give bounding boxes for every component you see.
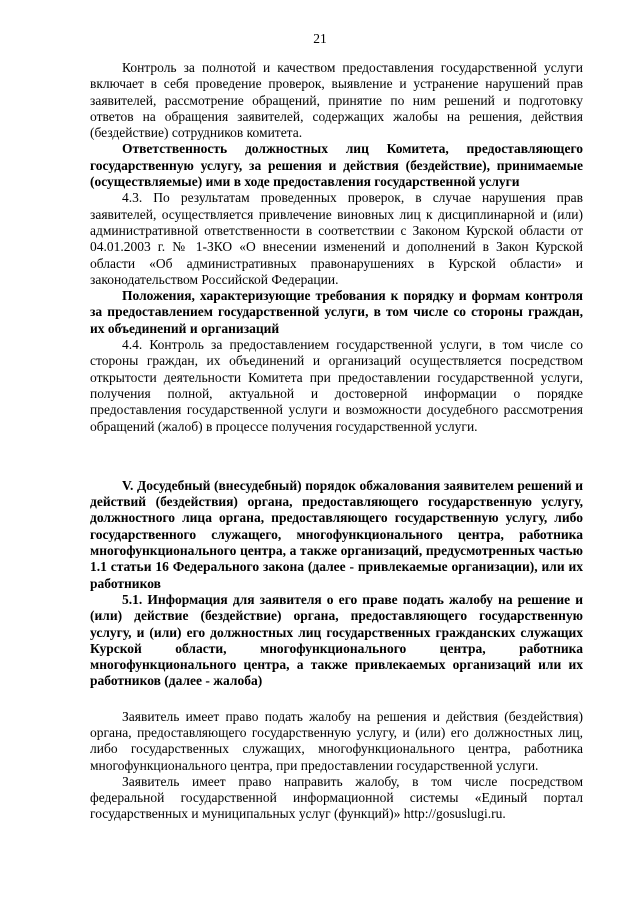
paragraph-control-scope: Контроль за полнотой и качеством предоставления государственной услуги включает в себя проведение проверок, выявление и устранение нарушений прав заявителей, рассмотрение обращений, принятие по ним решений и подготовку ответов на обращения заявителей, содержащих жалобы на решения, действия (бездействие) сотрудников комитета. xyxy=(90,60,583,141)
paragraph-spacer xyxy=(90,690,583,709)
paragraph-4-4: 4.4. Контроль за предоставлением государственной услуги, в том числе со стороны граждан, их объединений и организаций осуществляется посредством открытости деятельности Комитета при предоставлении государственной услуги, получения полной, актуальной и достоверной информации о порядке предоставления государственной услуги и возможности досудебного рассмотрения обращений (жалоб) в процессе получения государственной услуги. xyxy=(90,337,583,434)
section-v-heading: V. Досудебный (внесудебный) порядок обжалования заявителем решений и действий (бездействия) органа, предоставляющего государственную услугу, должностного лица органа, предоставляющего государственную услугу, либо государственного служащего, многофункционального центра, работника многофункционального центра, а также организаций, предусмотренных частью 1.1 статьи 16 Федерального закона (далее - привлекаемые организации), или их работников xyxy=(90,477,583,591)
document-body xyxy=(90,60,583,823)
paragraph-right-to-complain: Заявитель имеет право подать жалобу на решения и действия (бездействия) органа, предоставляющего государственную услугу, и (или) его должностных лиц, либо государственных служащих, многофункционального центра, работника многофункционального центра, при предоставлении государственной услуги. xyxy=(90,708,583,773)
heading-control-requirements: Положения, характеризующие требования к порядку и формам контроля за предоставлением государственной услуги, в том числе со стороны граждан, их объединений и организаций xyxy=(90,288,583,336)
heading-5-1: 5.1. Информация для заявителя о его праве подать жалобу на решение и (или) действие (бездействие) органа, предоставляющего государственную услугу, и (или) его должностных лиц государственных гражданских служащих Курской области, многофункционального центра, работника многофункционального центра, а также привлекаемых организаций или их работников (далее - жалоба) xyxy=(90,591,583,689)
page-number: 21 xyxy=(313,31,327,46)
section-spacer xyxy=(90,435,583,478)
paragraph-portal: Заявитель имеет право направить жалобу, в том числе посредством федеральной государственной информационной системы «Единый портал государственных и муниципальных услуг (функций)» http://gosuslugi.ru. xyxy=(90,773,583,822)
paragraph-4-3: 4.3. По результатам проведенных проверок, в случае нарушения прав заявителей, осуществляется привлечение виновных лиц к дисциплинарной и (или) административной ответственности в соответствии с Законом Курской области от 04.01.2003 г. № 1-ЗКО «О внесении изменений и дополнений в Закон Курской области «Об административных правонарушениях в Курской области» и законодательством Российской Федерации. xyxy=(90,190,583,287)
heading-responsibility: Ответственность должностных лиц Комитета, предоставляющего государственную услугу, за решения и действия (бездействие), принимаемые (осуществляемые) ими в ходе предоставления государственной услуги xyxy=(90,141,583,190)
